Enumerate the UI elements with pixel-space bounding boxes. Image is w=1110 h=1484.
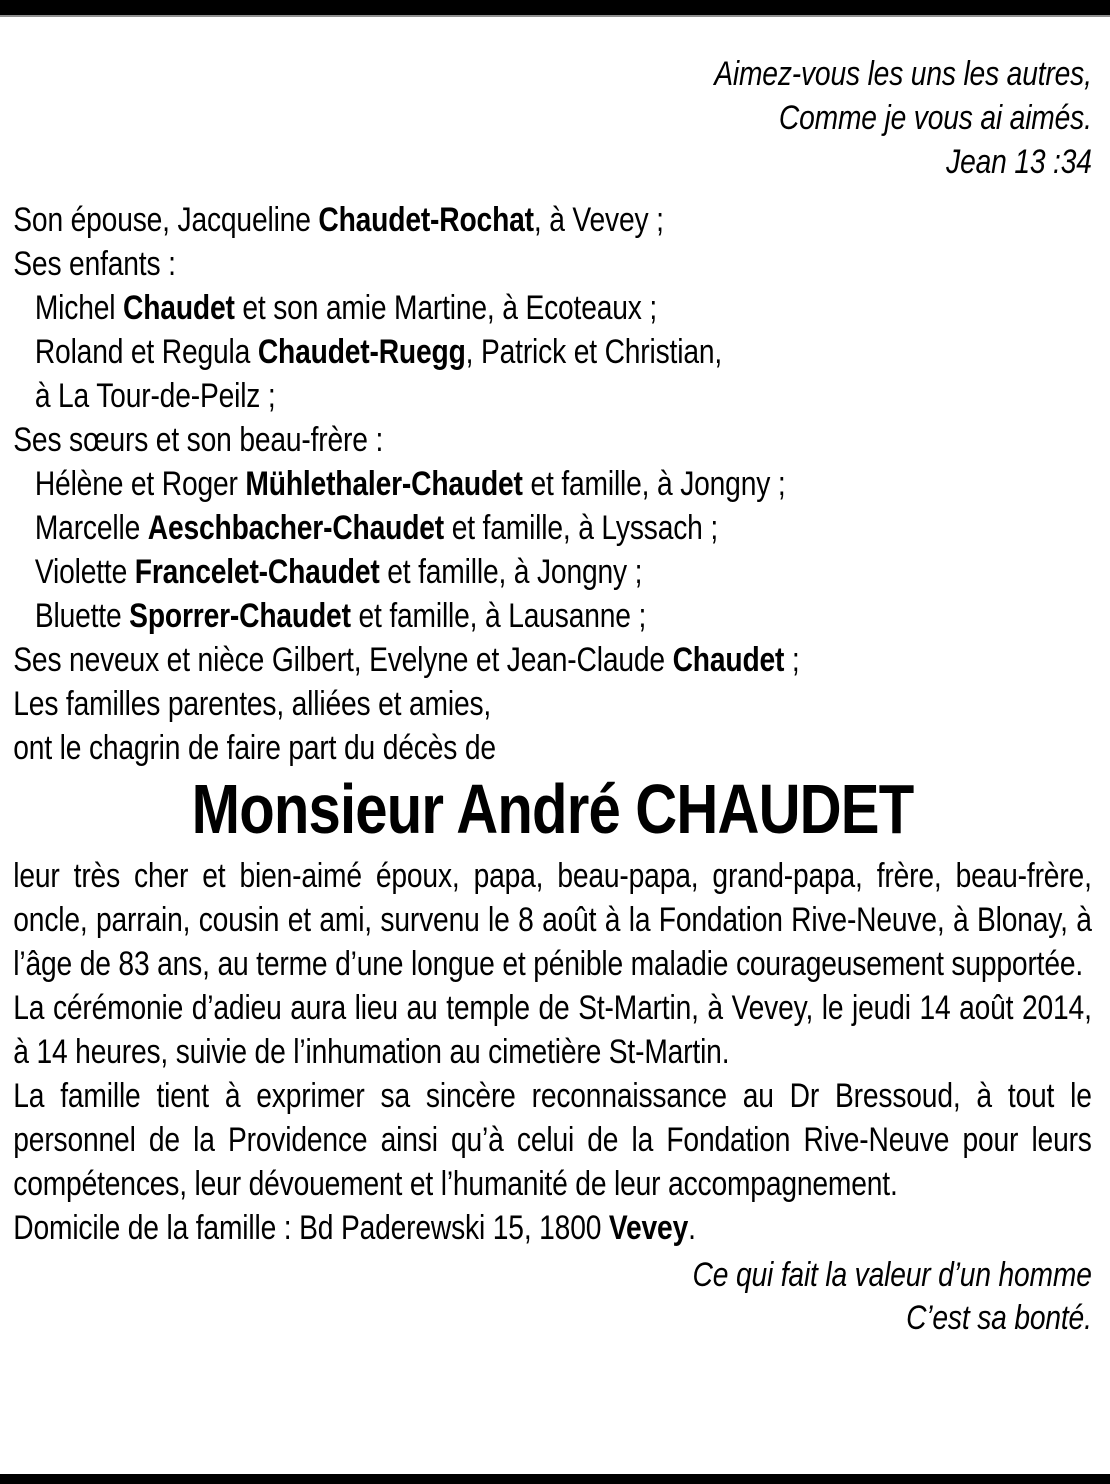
family-line-text: Les familles parentes, alliées et amies, (13, 685, 492, 723)
address-text: . (688, 1209, 696, 1247)
family-surname: Mühlethaler-Chaudet (245, 465, 523, 503)
family-line-spouse (13, 198, 1091, 242)
family-announcement-list (13, 198, 1091, 770)
quote-line: Ce qui fait la valeur d’un homme (692, 1256, 1092, 1294)
family-line-text: Bluette (34, 597, 130, 635)
family-address (13, 1206, 1091, 1250)
quote-line: C’est sa bonté. (906, 1299, 1092, 1337)
death-announcement-paragraph: leur très cher et bien-aimé époux, papa, beau-papa, grand-papa, frère, beau-frère, oncle, parrain, cousin et ami, survenu le 8 août à la Fondation Rive-Neuve, à Blonay, à l’âge de 83 ans, au terme d’une longue et pénible maladie courageusement supportée. (13, 857, 1092, 983)
family-line-text: , à Vevey ; (533, 201, 664, 239)
family-line-text: ont le chagrin de faire part du décès de (13, 729, 496, 767)
family-line-announcement (13, 726, 1091, 770)
family-line (13, 462, 1091, 506)
family-line (13, 506, 1091, 550)
family-line (13, 286, 1091, 330)
scripture-quote (13, 52, 1091, 184)
family-surname: Chaudet-Rochat (318, 201, 534, 239)
family-surname: Chaudet (672, 641, 785, 679)
family-line-text: Son épouse, Jacqueline (13, 201, 319, 239)
family-line-text: Roland et Regula (34, 333, 258, 371)
closing-quote (13, 1254, 1091, 1340)
family-line (13, 594, 1091, 638)
family-surname: Francelet-Chaudet (134, 553, 380, 591)
quote-reference: Jean 13 :34 (946, 143, 1092, 181)
family-surname: Chaudet-Ruegg (257, 333, 466, 371)
gratitude-paragraph: La famille tient à exprimer sa sincère reconnaissance au Dr Bressoud, à tout le personnel de la Providence ainsi qu’à celui de la Fondation Rive-Neuve pour leurs compétences, leur dévouement et l’humanité de leur accompagnement. (13, 1077, 1092, 1203)
family-surname: Aeschbacher-Chaudet (147, 509, 445, 547)
family-line (13, 330, 1091, 374)
family-line-siblings-heading (13, 418, 1091, 462)
ceremony-paragraph: La cérémonie d’adieu aura lieu au temple de St-Martin, à Vevey, le jeudi 14 août 2014, à 14 heures, suivie de l’inhumation au cimetière St-Martin. (13, 989, 1092, 1071)
family-line (13, 550, 1091, 594)
family-line-children-heading (13, 242, 1091, 286)
family-line-relatives (13, 682, 1091, 726)
address-text: Domicile de la famille : Bd Paderewski 15, 1800 (13, 1209, 609, 1247)
family-line-text: Ses neveux et nièce Gilbert, Evelyne et Jean-Claude (13, 641, 673, 679)
family-line-text: Hélène et Roger (34, 465, 246, 503)
family-line-text: Michel (34, 289, 124, 327)
address-city: Vevey (608, 1209, 689, 1247)
family-line-text: ; (784, 641, 800, 679)
family-line-nephews (13, 638, 1091, 682)
notice-paragraphs (13, 854, 1091, 1206)
family-line (13, 374, 1091, 418)
family-line-text: Violette (34, 553, 135, 591)
family-line-text: Ses sœurs et son beau-frère : (13, 421, 384, 459)
family-line-text: Ses enfants : (13, 245, 176, 283)
family-line-text: et famille, à Lyssach ; (444, 509, 719, 547)
family-line-text: Marcelle (34, 509, 148, 547)
family-line-text: et famille, à Jongny ; (522, 465, 786, 503)
quote-line: Aimez-vous les uns les autres, (714, 55, 1092, 93)
family-line-text: et famille, à Jongny ; (379, 553, 643, 591)
family-line-text: et son amie Martine, à Ecoteaux ; (234, 289, 658, 327)
family-line-text: à La Tour-de-Peilz ; (34, 377, 276, 415)
family-surname: Chaudet (123, 289, 235, 327)
family-surname: Sporrer-Chaudet (129, 597, 351, 635)
deceased-name-title: Monsieur André CHAUDET (191, 770, 914, 848)
bottom-rule (0, 1474, 1110, 1484)
family-line-text: et famille, à Lausanne ; (350, 597, 647, 635)
family-line-text: , Patrick et Christian, (465, 333, 723, 371)
quote-line: Comme je vous ai aimés. (778, 99, 1092, 137)
